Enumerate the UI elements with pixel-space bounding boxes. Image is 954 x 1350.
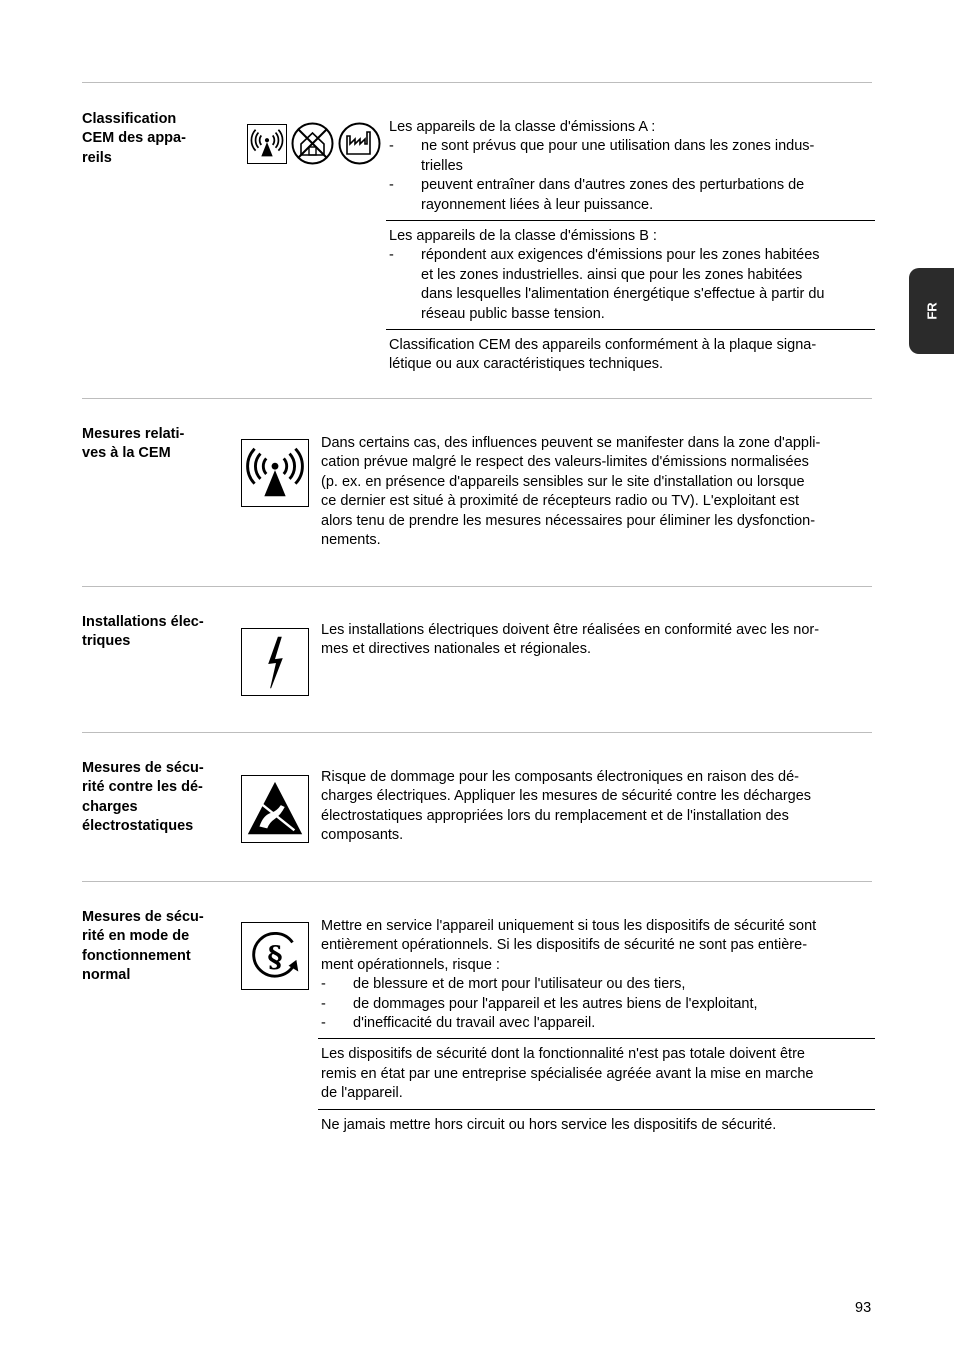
- cem-class-note: Classification CEM des appareils conformément à la plaque signa-: [389, 337, 817, 354]
- paragraph-separator: [318, 1038, 875, 1039]
- section-divider: [82, 82, 872, 83]
- factory-icon: [338, 122, 381, 165]
- list-item: - de dommages pour l'appareil et les autres biens de l'exploitant,: [321, 995, 758, 1012]
- section-heading-electrical: Installations élec- triques: [82, 614, 204, 650]
- language-tab-label: FR: [924, 302, 939, 320]
- section-heading-normal-mode: Mesures de sécu- rité en mode de fonctionnement normal: [82, 909, 204, 984]
- class-b-intro: Les appareils de la classe d'émissions B :: [389, 228, 657, 245]
- section-divider: [82, 586, 872, 587]
- paragraph-regulation-icon: [241, 922, 309, 990]
- electrical-text: Les installations électriques doivent être réalisées en conformité avec les nor- mes et directives nationales et régionales.: [321, 622, 820, 658]
- list-item: - d'inefficacité du travail avec l'appareil.: [321, 1015, 596, 1032]
- paragraph-separator: [386, 220, 875, 221]
- radio-wave-warning-icon: [241, 439, 309, 507]
- section-heading-cem-measures: Mesures relati- ves à la CEM: [82, 426, 185, 462]
- normal-mode-content: Mettre en service l'appareil uniquement si tous les dispositifs de sécurité sont entièrement opérationnels. Si les dispositifs de sécurité ne sont pas entière- ment opérationnels, risque : - de blessure et de mort pour l'utilisateur ou des tiers, - de dommages pour l'appareil et les autres biens de l'exploitant, - d'inefficacité du travail avec l'appareil. Les dispositifs de sécurité dont la fonctionnalité n'est pas totale doivent être remis en état par une entreprise spécialisée agréée avant la mise en marche de l'appareil. Ne jamais mettre hors circuit ou hors service les dispositifs de sécurité.: [321, 917, 872, 1135]
- class-a-intro: Les appareils de la classe d'émissions A :: [389, 119, 656, 135]
- svg-text:§: §: [267, 939, 283, 974]
- section-divider: [82, 732, 872, 733]
- esd-text: Risque de dommage pour les composants électroniques en raison des dé- charges électriques. Appliquer les mesures de sécurité contre les décharges électrostatiques appropriées lors du remplacement et de l'installation des composants.: [321, 769, 812, 844]
- crossed-house-icon: [291, 122, 334, 165]
- esd-warning-icon: [241, 775, 309, 843]
- cem-measures-text: Dans certains cas, des influences peuvent se manifester dans la zone d'appli- cation prévue malgré le respect des valeurs-limites d'émissions normalisées (p. ex. en présence d'appareils sensibles sur le site d'installation ou lorsque ce dernier est situé à proximité de récepteurs radio ou TV). L'exploitant est alors tenu de prendre les mesures nécessaires pour éliminer les dysfonction- nements.: [321, 435, 821, 549]
- paragraph-separator: [386, 329, 875, 330]
- paragraph-separator: [318, 1109, 875, 1110]
- list-item: - peuvent entraîner dans d'autres zones des perturbations de rayonnement liées à leur puissance.: [389, 177, 805, 213]
- lightning-bolt-icon: [241, 628, 309, 696]
- radio-wave-warning-icon: [247, 124, 287, 164]
- list-item: - ne sont prévus que pour une utilisation dans les zones indus- trielles: [389, 138, 815, 174]
- section-divider: [82, 398, 872, 399]
- cem-class-note: létique ou aux caractéristiques techniques.: [389, 356, 664, 373]
- section-heading-cem-class: Classification CEM des appa- reils: [82, 111, 186, 166]
- page-number: 93: [855, 1300, 872, 1316]
- cem-class-content: [389, 118, 872, 375]
- section-heading-esd: Mesures de sécu- rité contre les dé- charges électrostatiques: [82, 760, 204, 835]
- section-divider: [82, 881, 872, 882]
- list-item: - répondent aux exigences d'émissions pour les zones habitées et les zones industrielles. ainsi que pour les zones habitées dans lesquelles l'alimentation énergétique s'effectue à partir du réseau public basse tension.: [389, 247, 825, 322]
- language-tab: [909, 268, 954, 354]
- list-item: - de blessure et de mort pour l'utilisateur ou des tiers,: [321, 976, 686, 993]
